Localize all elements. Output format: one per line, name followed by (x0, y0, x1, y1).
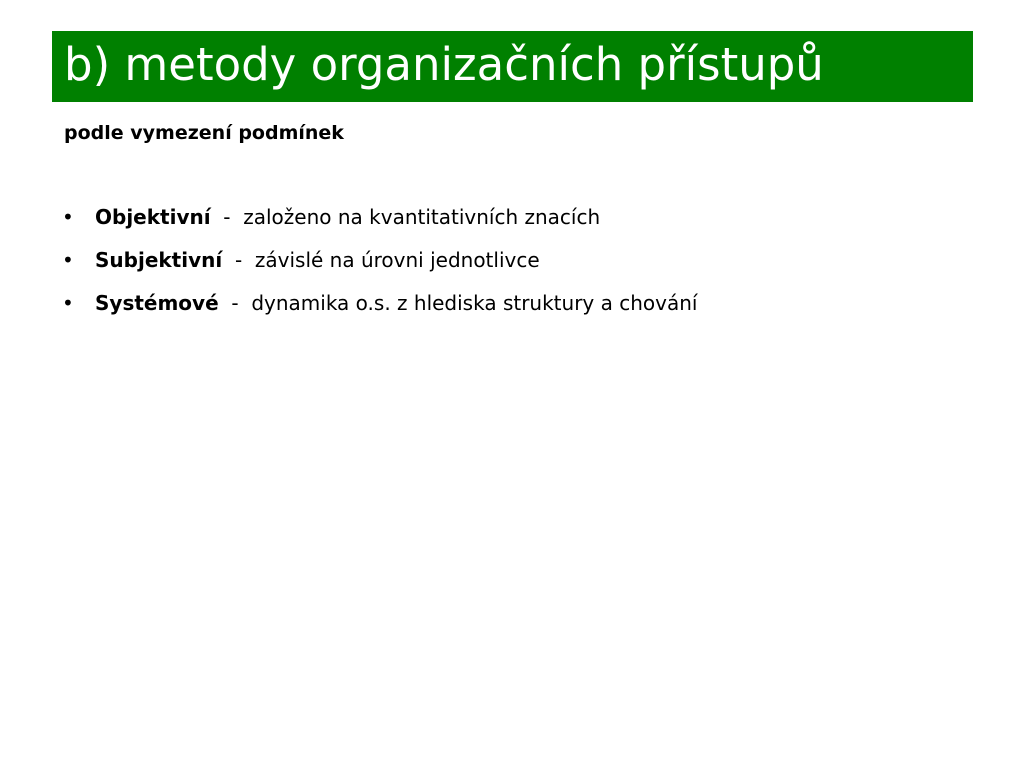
bullet-separator: - (210, 205, 244, 229)
bullet-term: Subjektivní (95, 248, 223, 272)
bullet-description: závislé na úrovni jednotlivce (254, 248, 540, 272)
bullet-term: Systémové (95, 291, 219, 315)
bullet-list (62, 205, 697, 334)
slide-title: b) metody organizačních přístupů (64, 38, 824, 91)
bullet-icon: • (62, 291, 74, 315)
bullet-item-objektivni (62, 205, 697, 248)
bullet-term: Objektivní (95, 205, 211, 229)
bullet-icon: • (62, 205, 74, 229)
bullet-description: dynamika o.s. z hlediska struktury a chování (251, 291, 698, 315)
bullet-icon: • (62, 248, 74, 272)
title-bar (52, 31, 973, 102)
slide-subtitle: podle vymezení podmínek (64, 122, 344, 144)
bullet-description: založeno na kvantitativních znacích (243, 205, 601, 229)
bullet-item-systemove (62, 291, 697, 334)
bullet-separator: - (218, 291, 252, 315)
bullet-separator: - (222, 248, 255, 272)
bullet-item-subjektivni (62, 248, 697, 291)
